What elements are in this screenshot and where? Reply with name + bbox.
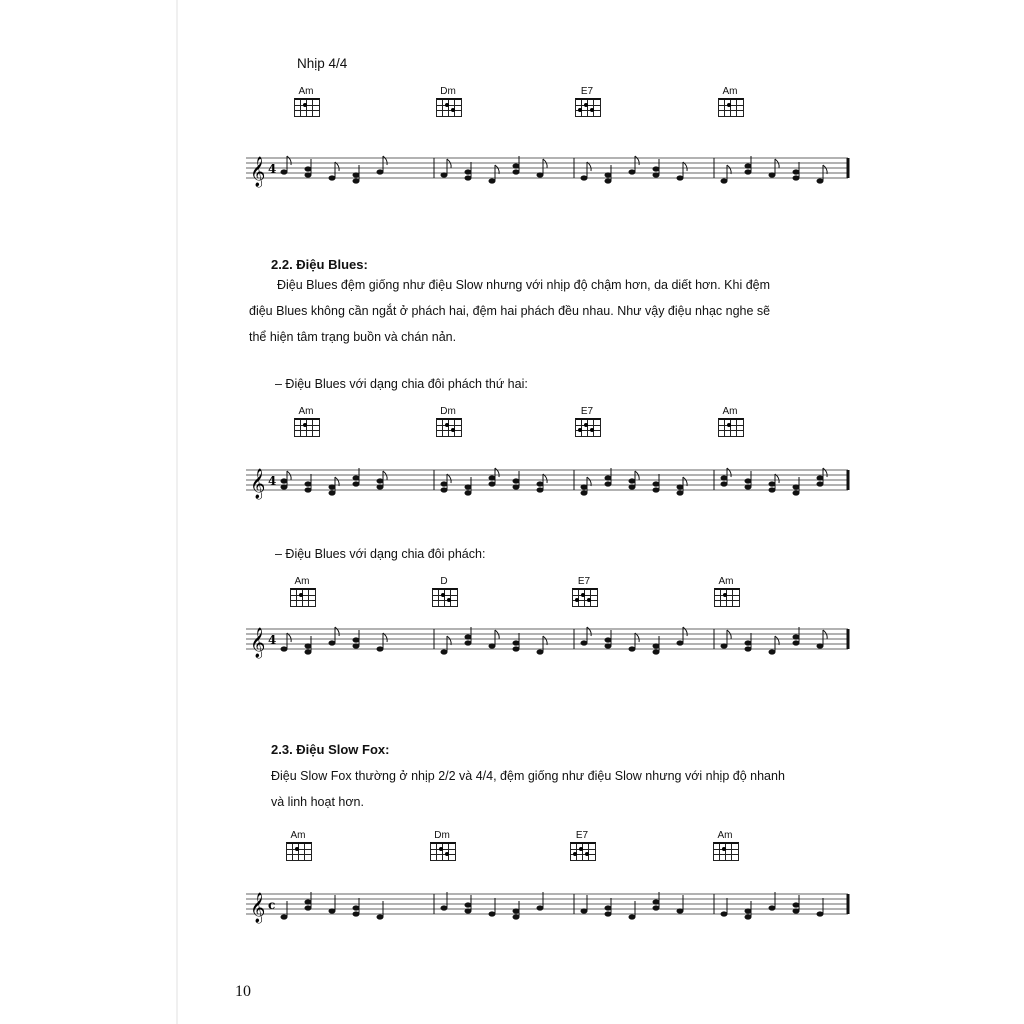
finger-dot [303,423,307,427]
chord-label: Am [294,576,310,587]
chord-label: Dm [434,830,450,841]
note [465,895,472,914]
music-staff [244,886,854,926]
music-staff [244,621,854,661]
note [353,630,360,649]
chord-label: E7 [580,86,594,97]
chord-label: Am [298,86,314,97]
chord-diagram [436,418,462,437]
treble-clef: 𝄞 [250,628,266,658]
chord-label: E7 [577,576,591,587]
time-signature: 4 [268,474,277,488]
note [745,471,752,490]
time-signature: 4 [268,633,277,647]
finger-dot [578,108,582,112]
chord-diagram [294,418,320,437]
chord-diagram [432,588,458,607]
finger-dot [587,598,591,602]
chord-diagram [430,842,456,861]
slowfox-paragraph-line: Điệu Slow Fox thường ở nhịp 2/2 và 4/4, đệm giống như điệu Slow nhưng với nhịp độ nhanh [271,769,785,783]
treble-clef: 𝄞 [250,893,266,923]
chord-diagram [575,98,601,117]
chord-diagram [572,588,598,607]
finger-dot [445,423,449,427]
note [513,156,520,175]
note [513,471,520,490]
chord-diagram [718,418,744,437]
blues-paragraph-line: Điệu Blues đệm giống như điệu Slow nhưng với nhịp độ chậm hơn, da diết hơn. Khi đệm [277,278,771,292]
chord-label: Dm [440,86,456,97]
finger-dot [590,108,594,112]
note [653,892,660,911]
note [793,627,800,646]
finger-dot [584,423,588,427]
blues-paragraph-line: thể hiện tâm trạng buồn và chán nản. [249,330,457,344]
note [653,159,660,178]
chord-label: Am [722,406,738,417]
chord-diagram [714,588,740,607]
finger-dot [584,103,588,107]
chord-diagram [436,98,462,117]
finger-dot [723,593,727,597]
finger-dot [575,598,579,602]
note [629,156,640,175]
note [605,898,612,917]
finger-dot [445,103,449,107]
page-number: 10 [235,983,251,1000]
section-title-blues: 2.2. Điệu Blues: [271,257,368,272]
note [537,892,544,911]
note [353,468,360,487]
treble-clef: 𝄞 [250,157,266,187]
note [721,468,732,487]
chord-diagram [575,418,601,437]
chord-label: Am [722,86,738,97]
finger-dot [303,103,307,107]
note [793,895,800,914]
note [653,474,660,493]
chord-label: E7 [575,830,589,841]
finger-dot [727,423,731,427]
chord-label: E7 [580,406,594,417]
note [329,627,340,646]
chord-label: Am [718,576,734,587]
note [353,898,360,917]
note [677,627,688,646]
blues-paragraph [249,272,849,350]
treble-clef: 𝄞 [250,469,266,499]
meter-label: Nhịp 4/4 [297,56,348,71]
finger-dot [451,428,455,432]
finger-dot [585,852,589,856]
finger-dot [581,593,585,597]
note [465,162,472,181]
note [305,892,312,911]
section-title-slowfox: 2.3. Điệu Slow Fox: [271,742,390,757]
chord-diagram [718,98,744,117]
chord-label: D [440,576,448,587]
note [513,633,520,652]
time-signature: 4 [268,162,277,176]
note [721,898,728,917]
finger-dot [445,852,449,856]
finger-dot [579,847,583,851]
finger-dot [727,103,731,107]
slowfox-paragraph [271,763,851,815]
finger-dot [439,847,443,851]
note [793,162,800,181]
chord-label: Dm [440,406,456,417]
note [817,898,824,917]
note [817,468,828,487]
blues-subheading-2: – Điệu Blues với dạng chia đôi phách: [275,547,486,561]
music-staff [244,150,854,190]
chord-label: Am [717,830,733,841]
finger-dot [441,593,445,597]
note [745,633,752,652]
chord-diagram [286,842,312,861]
chord-diagram [290,588,316,607]
chord-label: Am [298,406,314,417]
blues-paragraph-line: điệu Blues không cần ngắt ở phách hai, đệm hai phách đều nhau. Như vậy điệu nhạc nghe sẽ [249,304,771,318]
note [605,630,612,649]
slowfox-paragraph-line: và linh hoạt hơn. [271,795,364,809]
note [745,156,752,175]
finger-dot [578,428,582,432]
note [605,468,612,487]
finger-dot [447,598,451,602]
note [441,892,448,911]
note [489,468,500,487]
note [769,892,776,911]
finger-dot [573,852,577,856]
chord-diagram [570,842,596,861]
chord-diagram [713,842,739,861]
finger-dot [451,108,455,112]
note [581,627,592,646]
note [305,159,312,178]
finger-dot [722,847,726,851]
time-signature: c [268,898,276,912]
note [489,898,496,917]
blues-subheading-1: – Điệu Blues với dạng chia đôi phách thứ hai: [275,377,528,391]
music-staff [244,462,854,502]
finger-dot [295,847,299,851]
finger-dot [299,593,303,597]
note [377,156,388,175]
chord-label: Am [290,830,306,841]
note [465,627,472,646]
finger-dot [590,428,594,432]
chord-diagram [294,98,320,117]
note [305,474,312,493]
note [281,156,292,175]
